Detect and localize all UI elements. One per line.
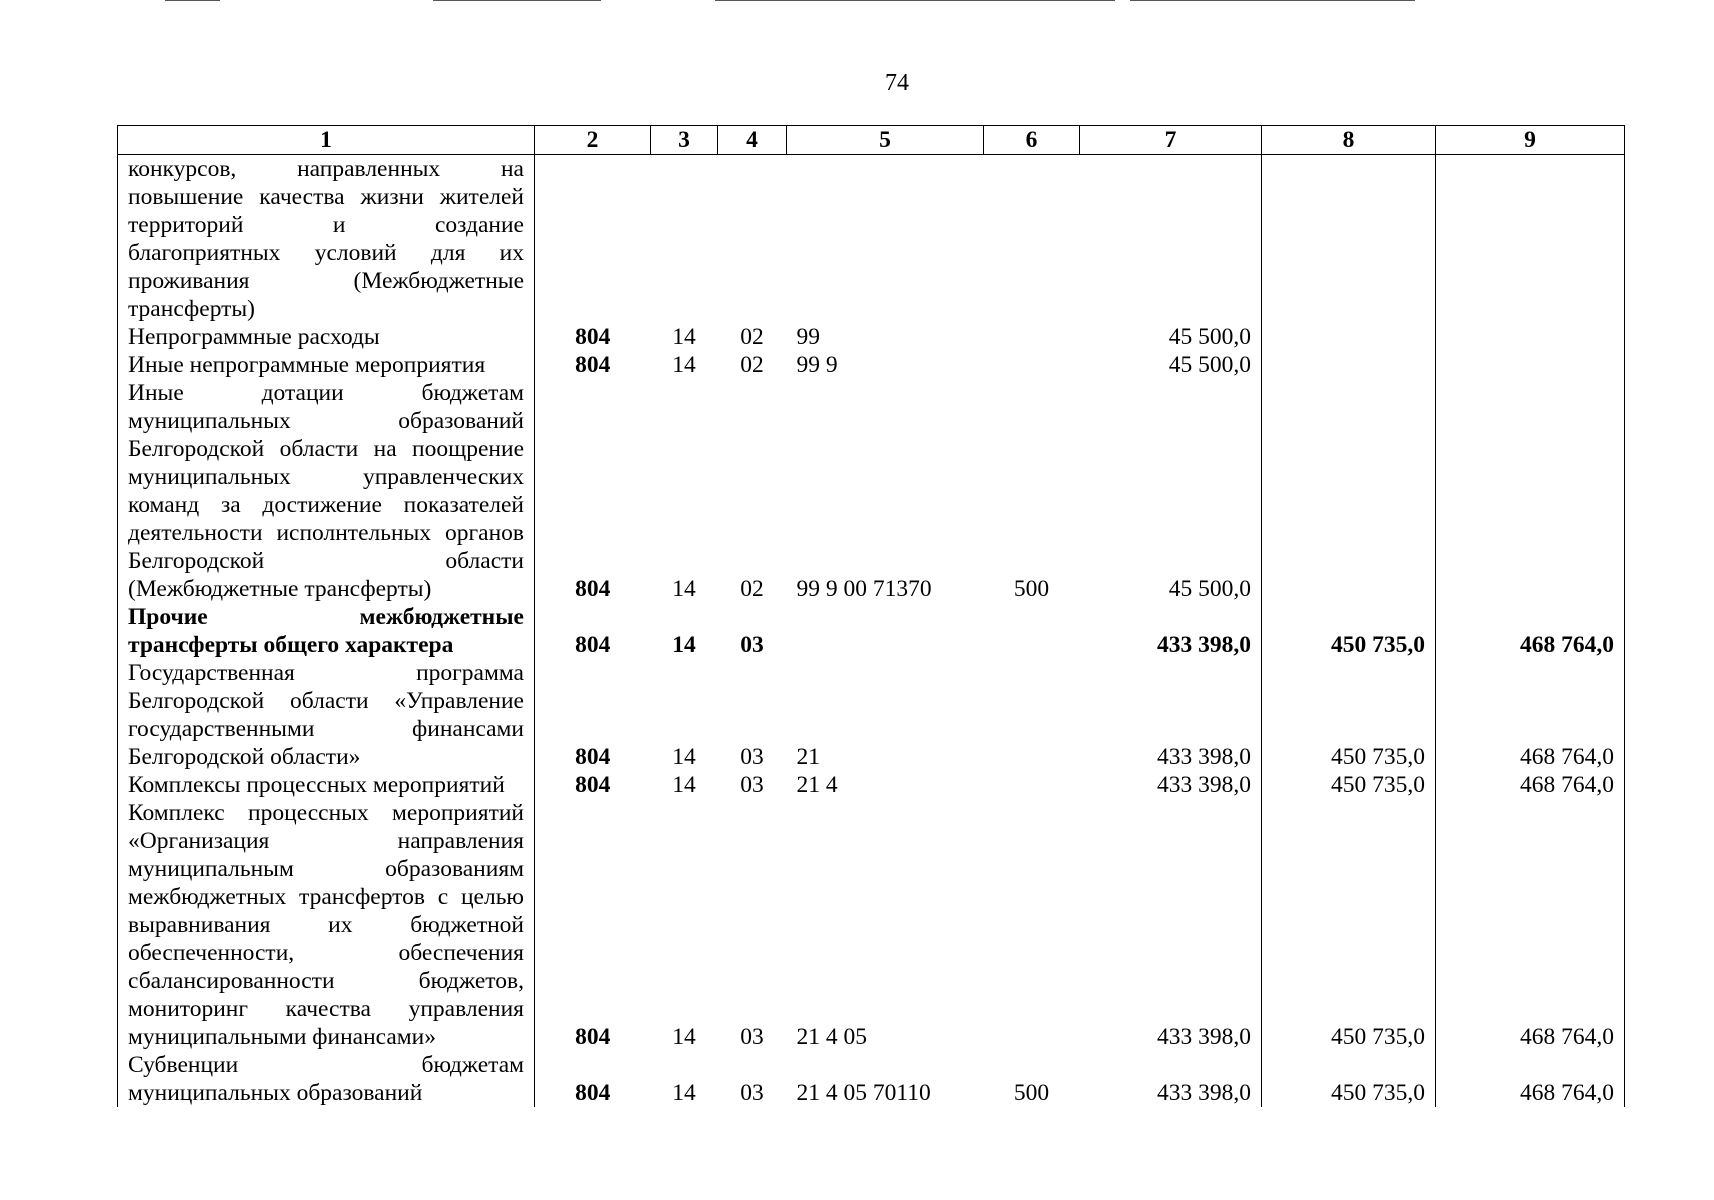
table-row [118,799,1625,1051]
description-line: муниципальных образований [128,408,524,434]
amount-year-1: 433 398,0 [1080,659,1262,771]
column-header: 8 [1262,126,1436,155]
subsection-code: 02 [740,576,764,602]
description-line: команд за достижение показателей [128,492,524,518]
description-line: муниципальным образованиям [128,856,524,882]
description-line: муниципальных управленческих [128,464,524,490]
description-line: Прочие межбюджетные [128,604,524,630]
row-description [118,379,535,603]
target-article-code: 21 4 05 70110 [796,1080,931,1106]
table-row [118,1051,1625,1107]
description-line: Белгородской области на поощрение [128,436,524,462]
expense-type-code [984,603,1080,659]
target-article-code: 99 [796,324,820,350]
row-description [118,799,535,1051]
ministry-code: 804 [575,1024,611,1050]
scan-edge-line [1130,0,1415,1]
budget-table [117,125,1625,1107]
amount-year-3 [1436,323,1625,351]
table-row [118,155,1625,324]
target-article-code: 99 9 00 71370 [796,576,932,602]
amount-year-3: 468 764,0 [1436,1051,1625,1107]
amount-year-2 [1262,323,1436,351]
description-line: проживания (Межбюджетные [128,268,524,294]
description-line: Белгородской области «Управление [128,688,524,714]
amount-year-2: 450 735,0 [1262,659,1436,771]
expense-type-code [984,771,1080,799]
amount-year-3: 468 764,0 [1436,771,1625,799]
row-description [118,771,535,799]
section-code: 14 [672,632,696,658]
column-header: 5 [787,126,984,155]
target-article-code: 21 4 05 [796,1024,867,1050]
subsection-code: 03 [740,744,764,770]
header-row [118,126,1625,155]
ministry-code: 804 [575,324,611,350]
description-line: Государственная программа [128,660,524,686]
amount-year-2: 450 735,0 [1262,799,1436,1051]
column-header: 4 [718,126,787,155]
column-header: 3 [651,126,718,155]
description-line: трансферты) [128,296,256,322]
scan-edge-line [165,0,220,1]
description-line: Комплексы процессных мероприятий [128,772,505,798]
description-line: (Межбюджетные трансферты) [128,576,432,602]
target-article-code: 99 9 [796,352,838,378]
amount-year-2: 450 735,0 [1262,771,1436,799]
description-line: Белгородской области [128,548,524,574]
row-description [118,351,535,379]
description-line: Комплекс процессных мероприятий [128,800,524,826]
subsection-code: 02 [740,352,764,378]
ministry-code: 804 [575,576,611,602]
column-header: 1 [118,126,535,155]
description-line: Иные дотации бюджетам [128,380,524,406]
page-number: 74 [885,70,909,96]
amount-year-2: 450 735,0 [1262,1051,1436,1107]
subsection-code: 03 [740,632,764,658]
table-row [118,771,1625,799]
expense-type-code: 500 [1013,576,1050,602]
target-article-code [787,603,984,659]
target-article-code [787,155,984,324]
description-line: муниципальными финансами» [128,1024,437,1050]
ministry-code: 804 [575,632,611,658]
row-description [118,155,535,324]
amount-year-3 [1436,379,1625,603]
amount-year-2 [1262,155,1436,324]
expense-type-code [984,659,1080,771]
description-line: Непрограммные расходы [128,324,380,350]
table-row [118,323,1625,351]
subsection-code [718,155,787,324]
row-description [118,1051,535,1107]
description-line: мониторинг качества управления [128,996,524,1022]
ministry-code: 804 [575,772,611,798]
amount-year-3: 468 764,0 [1436,799,1625,1051]
amount-year-1: 45 500,0 [1080,351,1262,379]
amount-year-2: 450 735,0 [1262,603,1436,659]
amount-year-3: 468 764,0 [1436,603,1625,659]
section-code: 14 [672,352,696,378]
description-line: обеспеченности, обеспечения [128,940,524,966]
subsection-code: 03 [740,772,764,798]
description-line: повышение качества жизни жителей [128,184,524,210]
subsection-code: 03 [740,1080,764,1106]
description-line: Белгородской области» [128,744,361,770]
description-line: деятельности исполнтельных органов [128,520,524,546]
scan-edge-line [715,0,1115,1]
section-code: 14 [672,772,696,798]
description-line: государственными финансами [128,716,524,742]
description-line: конкурсов, направленных на [128,156,524,182]
description-line: Субвенции бюджетам [128,1052,524,1078]
table-row [118,659,1625,771]
row-description [118,323,535,351]
section-code [651,155,718,324]
column-header: 6 [984,126,1080,155]
table-body [118,155,1625,1108]
description-line: благоприятных условий для их [128,240,524,266]
amount-year-1 [1080,155,1262,324]
column-header: 2 [535,126,651,155]
table-row [118,603,1625,659]
ministry-code: 804 [575,1080,611,1106]
section-code: 14 [672,1024,696,1050]
amount-year-1: 45 500,0 [1080,323,1262,351]
amount-year-1: 433 398,0 [1080,603,1262,659]
description-line: территорий и создание [128,212,524,238]
ministry-code [535,155,651,324]
target-article-code: 21 4 [796,772,838,798]
description-line: выравнивания их бюджетной [128,912,524,938]
expense-type-code [984,323,1080,351]
description-line: «Организация направления [128,828,524,854]
table-row [118,351,1625,379]
scan-edge-line [433,0,601,1]
ministry-code: 804 [575,352,611,378]
section-code: 14 [672,576,696,602]
row-description [118,603,535,659]
column-header: 9 [1436,126,1625,155]
amount-year-3 [1436,351,1625,379]
target-article-code: 21 [796,744,820,770]
table-row [118,379,1625,603]
expense-type-code [984,351,1080,379]
section-code: 14 [672,324,696,350]
description-line: межбюджетных трансфертов с целью [128,884,524,910]
description-line: сбалансированности бюджетов, [128,968,524,994]
column-header: 7 [1080,126,1262,155]
row-description [118,659,535,771]
amount-year-3 [1436,155,1625,324]
amount-year-1: 433 398,0 [1080,771,1262,799]
section-code: 14 [672,1080,696,1106]
description-line: трансферты общего характера [128,632,454,658]
amount-year-2 [1262,351,1436,379]
subsection-code: 02 [740,324,764,350]
amount-year-2 [1262,379,1436,603]
expense-type-code [984,799,1080,1051]
expense-type-code: 500 [1013,1080,1050,1106]
amount-year-1: 433 398,0 [1080,1051,1262,1107]
expense-type-code [984,155,1080,324]
description-line: муниципальных образований [128,1080,423,1106]
section-code: 14 [672,744,696,770]
amount-year-3: 468 764,0 [1436,659,1625,771]
description-line: Иные непрограммные мероприятия [128,352,486,378]
ministry-code: 804 [575,744,611,770]
amount-year-1: 45 500,0 [1080,379,1262,603]
subsection-code: 03 [740,1024,764,1050]
amount-year-1: 433 398,0 [1080,799,1262,1051]
